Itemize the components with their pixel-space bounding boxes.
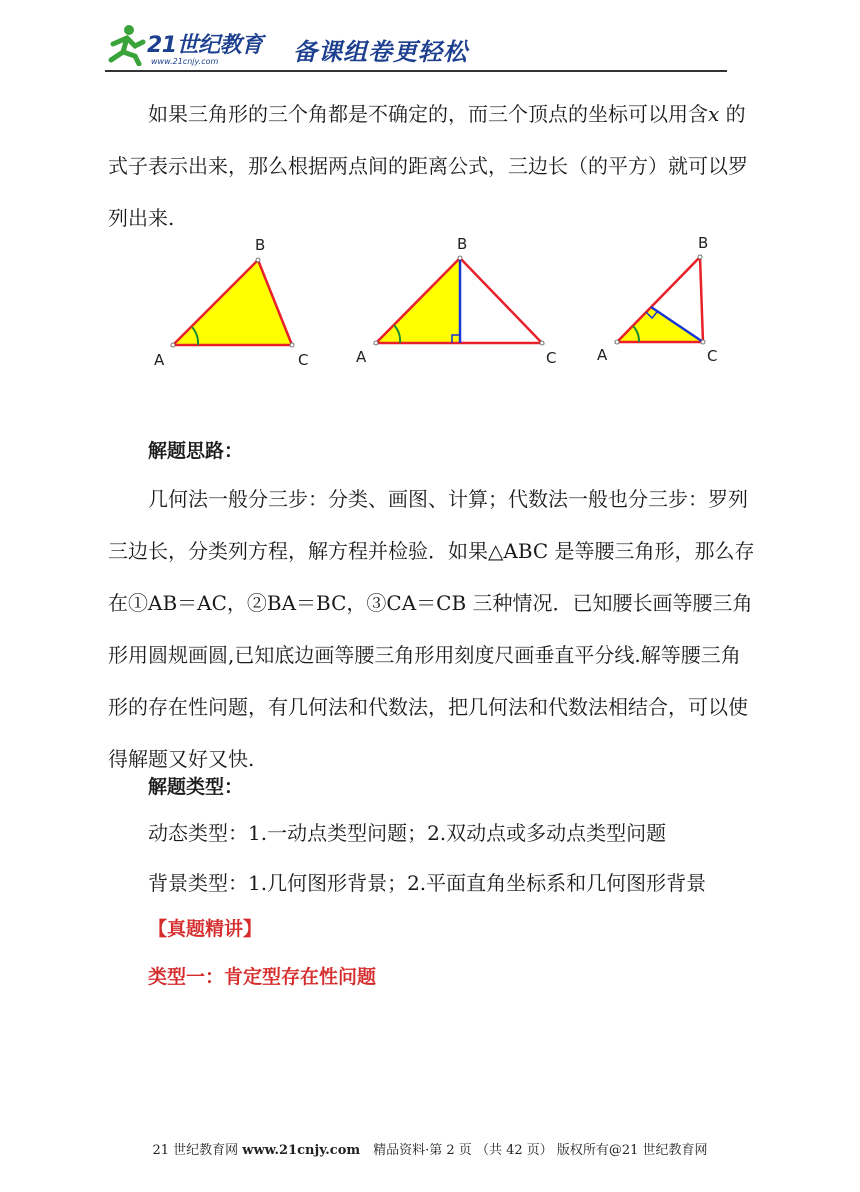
section-subtitle: 类型一：肯定型存在性问题 [148,966,377,988]
fig2-label-c: C [546,349,557,367]
triangle-figures [140,225,740,375]
page-footer [0,1139,860,1158]
section-title: 【真题精讲】 [148,918,263,940]
fig3-label-b: B [698,234,709,252]
fig1-label-a: A [154,351,165,369]
fig1-label-c: C [298,351,309,369]
header-rule [105,70,727,72]
triangle-figure-3 [597,234,717,365]
header-slogan: 备课组卷更轻松 [293,38,468,66]
heading-approach: 解题思路： [148,440,244,462]
intro-text-a: 如果三角形的三个角都是不确定的，而三个顶点的坐标可以用含 [148,102,708,126]
fig3-label-c: C [707,347,718,365]
intro-paragraph [108,88,758,244]
intro-variable-x: x [708,102,720,126]
type-line-background: 背景类型：1.几何图形背景；2.平面直角坐标系和几何图形背景 [148,871,707,895]
footer-url[interactable]: www.21cnjy.com [242,1143,361,1158]
heading-types: 解题类型： [148,776,244,798]
approach-paragraph: 几何法一般分三步：分类、画图、计算；代数法一般也分三步：罗列三边长，分类列方程，解方程并检验．如果△ABC 是等腰三角形，那么存在①AB＝AC，②BA＝BC，③CA＝CB 三种情况．已知腰长画等腰三角形用圆规画圆,已知底边画等腰三角形用刻度尺画垂直平分线.解等腰三角形的存在性问题，有几何法和代数法，把几何法和代数法相结合，可以使得解题又好又快. [108,487,755,771]
logo-text: 21世纪教育 [147,33,263,58]
fig2-label-a: A [356,348,367,366]
page-header [105,22,727,72]
footer-prefix: 21 世纪教育网 [152,1143,243,1158]
type-line-dynamic: 动态类型：1.一动点类型问题；2.双动点或多动点类型问题 [148,821,667,845]
triangle-figure-2 [356,235,556,367]
triangle-figure-1 [154,236,308,369]
footer-suffix: 精品资料·第 2 页 （共 42 页） 版权所有@21 世纪教育网 [360,1143,708,1158]
logo-url[interactable]: www.21cnjy.com [151,57,219,66]
runner-logo-icon [105,22,147,66]
fig2-label-b: B [457,235,468,253]
fig1-label-b: B [255,236,266,254]
intro-text-b: 的式子表示出来，那么根据两点间的距离公式，三边长（的平方）就可以罗列出来. [108,102,748,230]
fig3-label-a: A [597,346,608,364]
